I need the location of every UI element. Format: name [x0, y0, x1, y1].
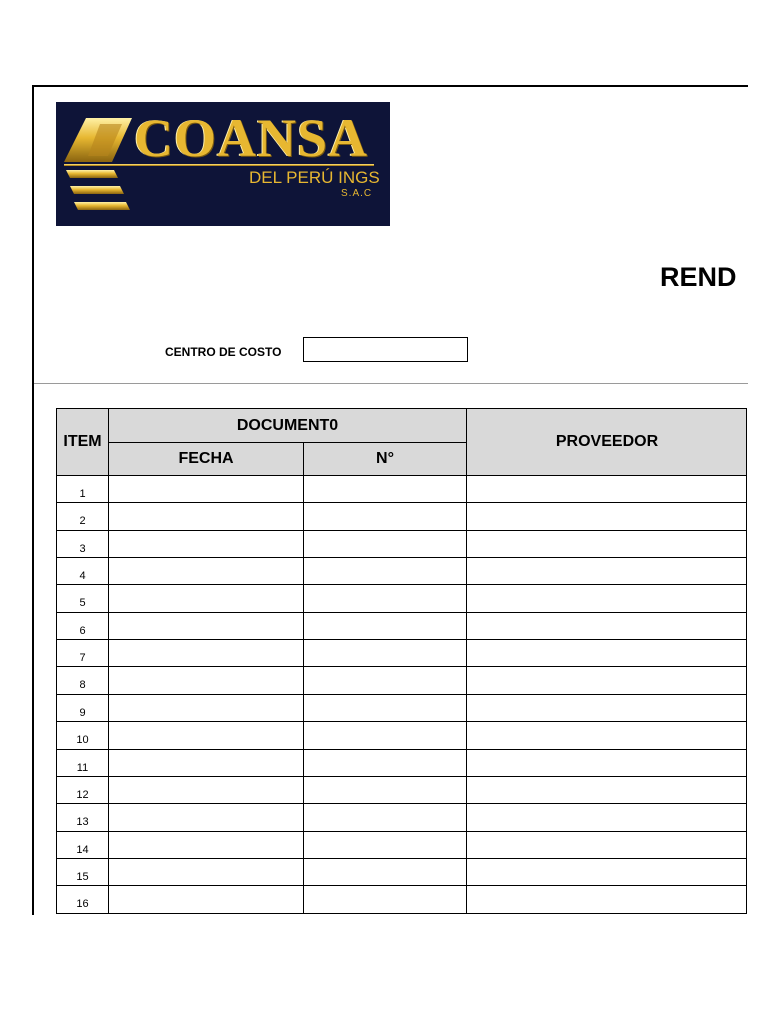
cell-numero[interactable] — [307, 673, 462, 687]
cell-fecha[interactable] — [112, 537, 299, 551]
cell-numero[interactable] — [307, 783, 462, 797]
logo-suffix: S.A.C — [341, 188, 373, 199]
row-border — [56, 913, 747, 914]
row-border — [56, 475, 747, 476]
row-item-number: 10 — [76, 734, 89, 746]
row-item-number: 9 — [79, 707, 86, 719]
logo-subtitle: DEL PERÚ INGS — [249, 168, 380, 187]
cell-fecha[interactable] — [112, 564, 299, 578]
cell-numero[interactable] — [307, 537, 462, 551]
header-numero — [304, 443, 466, 475]
cell-numero[interactable] — [307, 591, 462, 605]
cost-center-input[interactable] — [303, 337, 468, 362]
cell-fecha[interactable] — [112, 756, 299, 770]
cell-numero[interactable] — [307, 509, 462, 523]
row-item-number: 4 — [79, 570, 86, 582]
header-document — [109, 409, 466, 442]
section-divider — [34, 383, 748, 384]
header-document-divider — [108, 442, 467, 443]
company-logo — [56, 102, 390, 226]
row-border — [56, 694, 747, 695]
column-border — [303, 442, 304, 914]
cell-numero[interactable] — [307, 810, 462, 824]
row-border — [56, 831, 747, 832]
cell-fecha[interactable] — [112, 865, 299, 879]
row-border — [56, 530, 747, 531]
cell-numero[interactable] — [307, 865, 462, 879]
page-frame-top-border — [32, 85, 748, 87]
cell-fecha[interactable] — [112, 728, 299, 742]
cell-proveedor[interactable] — [470, 537, 742, 551]
row-border — [56, 776, 747, 777]
header-proveedor-label: PROVEEDOR — [555, 433, 659, 450]
cell-numero[interactable] — [307, 701, 462, 715]
cell-proveedor[interactable] — [470, 838, 742, 852]
cell-proveedor[interactable] — [470, 564, 742, 578]
cell-numero[interactable] — [307, 756, 462, 770]
cell-fecha[interactable] — [112, 509, 299, 523]
cell-proveedor[interactable] — [470, 701, 742, 715]
row-item-number: 8 — [79, 679, 86, 691]
cell-numero[interactable] — [307, 619, 462, 633]
row-item-number: 2 — [79, 515, 86, 527]
cell-proveedor[interactable] — [470, 810, 742, 824]
cell-fecha[interactable] — [112, 619, 299, 633]
column-border — [466, 408, 467, 914]
cell-fecha[interactable] — [112, 646, 299, 660]
cell-proveedor[interactable] — [470, 865, 742, 879]
row-border — [56, 502, 747, 503]
cell-fecha[interactable] — [112, 673, 299, 687]
cell-proveedor[interactable] — [470, 646, 742, 660]
column-border — [108, 408, 109, 914]
cell-fecha[interactable] — [112, 591, 299, 605]
row-item-number: 6 — [79, 625, 86, 637]
cell-fecha[interactable] — [112, 892, 299, 906]
row-border — [56, 612, 747, 613]
logo-brand-text: COANSA — [134, 108, 369, 168]
row-item-number: 3 — [79, 543, 86, 555]
cell-proveedor[interactable] — [470, 509, 742, 523]
cell-numero[interactable] — [307, 892, 462, 906]
table-left-border — [56, 408, 57, 914]
header-item-label: ITEM — [63, 433, 102, 450]
cell-proveedor[interactable] — [470, 783, 742, 797]
row-item-number: 11 — [76, 762, 89, 774]
row-item-number: 5 — [79, 597, 86, 609]
cell-numero[interactable] — [307, 646, 462, 660]
row-border — [56, 639, 747, 640]
row-border — [56, 666, 747, 667]
cost-center-label: CENTRO DE COSTO — [165, 345, 282, 359]
row-border — [56, 557, 747, 558]
cell-fecha[interactable] — [112, 783, 299, 797]
row-border — [56, 858, 747, 859]
cell-numero[interactable] — [307, 838, 462, 852]
table-top-border — [56, 408, 747, 409]
cell-proveedor[interactable] — [470, 756, 742, 770]
row-border — [56, 721, 747, 722]
cell-fecha[interactable] — [112, 810, 299, 824]
header-document-label: DOCUMENT0 — [236, 416, 339, 434]
cell-proveedor[interactable] — [470, 728, 742, 742]
header-item — [57, 409, 108, 475]
header-fecha-label: FECHA — [178, 450, 234, 467]
row-item-number: 13 — [76, 816, 89, 828]
cell-proveedor[interactable] — [470, 482, 742, 496]
row-border — [56, 885, 747, 886]
row-item-number: 15 — [76, 871, 89, 883]
cell-numero[interactable] — [307, 482, 462, 496]
cell-fecha[interactable] — [112, 701, 299, 715]
row-item-number: 1 — [79, 488, 86, 500]
cell-proveedor[interactable] — [470, 673, 742, 687]
row-border — [56, 749, 747, 750]
cell-proveedor[interactable] — [470, 591, 742, 605]
page-frame-left-border — [32, 85, 34, 915]
row-item-number: 7 — [79, 652, 86, 664]
cell-numero[interactable] — [307, 564, 462, 578]
row-border — [56, 803, 747, 804]
header-fecha — [109, 443, 303, 475]
document-title: REND — [660, 262, 737, 292]
row-item-number: 16 — [76, 898, 89, 910]
table-right-border — [746, 408, 747, 914]
row-item-number: 12 — [76, 789, 89, 801]
row-border — [56, 584, 747, 585]
header-proveedor — [467, 409, 747, 475]
cell-fecha[interactable] — [112, 482, 299, 496]
header-numero-label: N° — [376, 450, 394, 467]
row-item-number: 14 — [76, 844, 89, 856]
cell-numero[interactable] — [307, 728, 462, 742]
cell-proveedor[interactable] — [470, 892, 742, 906]
cell-fecha[interactable] — [112, 838, 299, 852]
cell-proveedor[interactable] — [470, 619, 742, 633]
